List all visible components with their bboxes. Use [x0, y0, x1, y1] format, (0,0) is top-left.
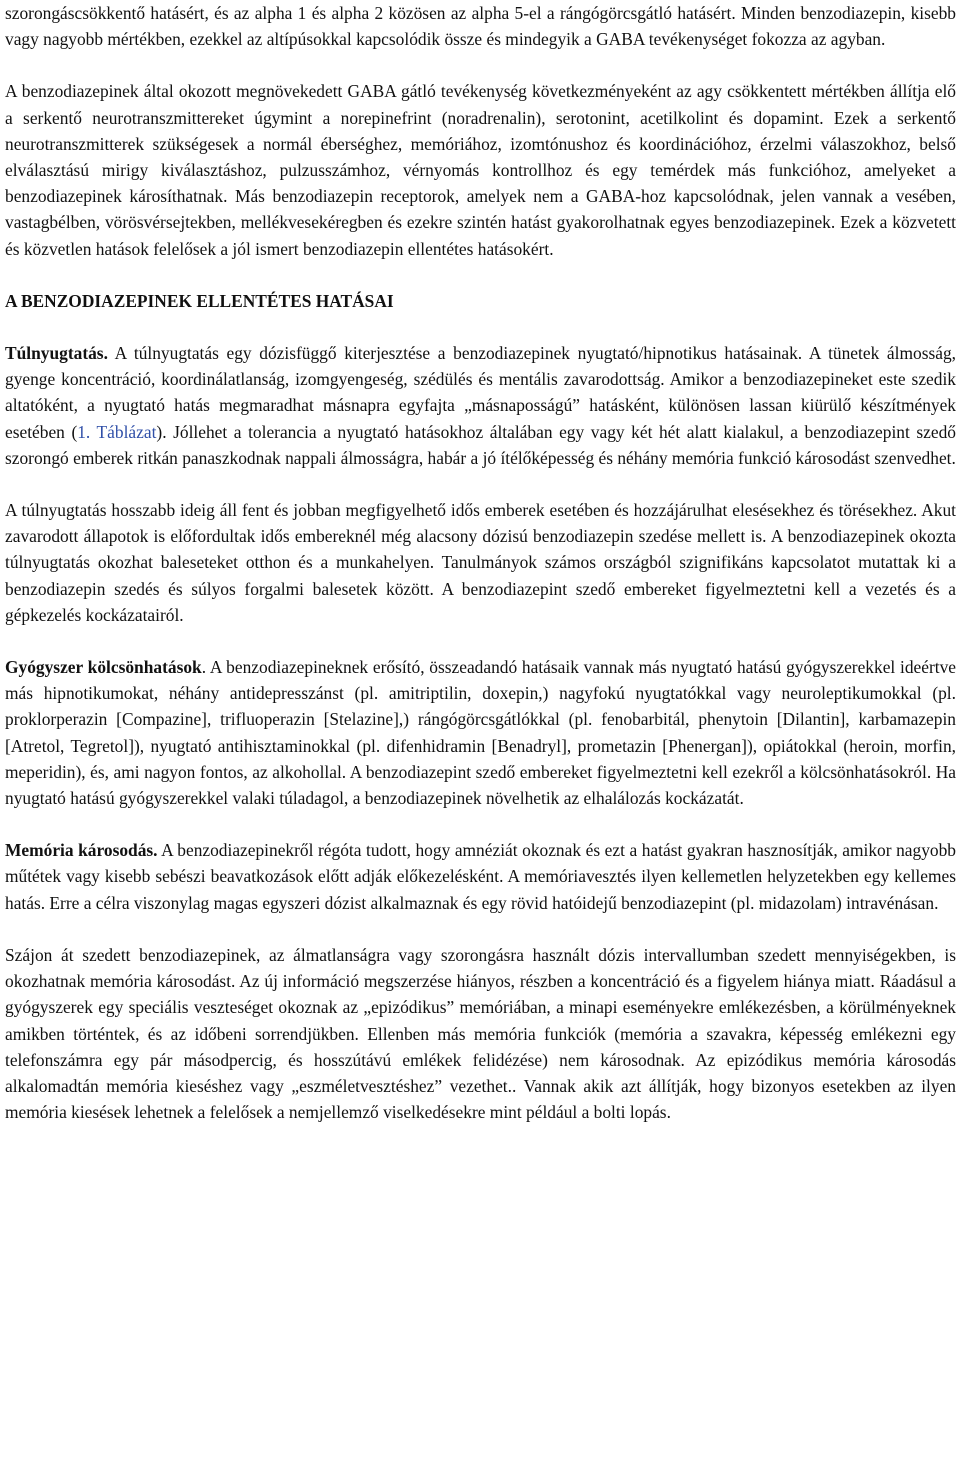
- paragraph-gap: [5, 471, 956, 497]
- oversedation-text-b: ). Jóllehet a tolerancia a nyugtató hatásokhoz általában egy vagy két hét alatt kialakul, a benzodiazepint szedő szorongó emberek ritkán panaszkodnak nappali álmosságra, habár a jó ítélőképesség és néhány memória funkció károsodást szenvedhet.: [5, 421, 956, 468]
- paragraph-gap: [5, 314, 956, 340]
- paragraph-gaba-effects: A benzodiazepinek által okozott megnövekedett GABA gátló tevékenység következményeként az agy csökkentett mértékben állítja elő a serkentő neurotranszmittereket úgymint a norepinefrint (noradrenalin), serotonint, acetilkolint és dopamint. Ezek a serkentő neurotranszmitterek szükségesek a normál éberséghez, memóriához, izomtónushoz és koordinációhoz, érzelmi válaszokhoz, belső elválasztású mirigy kiválasztáshoz, pulzusszámhoz, vérnyomás kontrollhoz és egy temérdek más funkcióhoz, amelyeket a benzodiazepinek károsíthatnak. Más benzodiazepin receptorok, amelyek nem a GABA-hoz kapcsolódnak, jelen vannak a vesében, vastagbélben, vörösvérsejtekben, mellékvesekéregben és ezekre szintén hatást gyakorolhatnak egyes benzodiazepinek. Ezek a közvetett és közvetlen hatások felelősek a jól ismert benzodiazepin ellentétes hatásokért.: [5, 81, 956, 259]
- oversedation-text-a: A túlnyugtatás egy dózisfüggő kiterjesztése a benzodiazepinek nyugtató/hipnotikus hatásainak. A tünetek álmosság, gyenge koncentráció, koordinálatlanság, izomgyengeség, szédülés és mentális zavarodottság. Amikor a benzodiazepineket este szedik altatóként, a nyugtató hatás megmaradhat másnapra egyfajta „másnaposságú” hatásként, különösen lassan kiürülő készítmények esetében (: [5, 343, 956, 442]
- paragraph-oral-benzodiazepines: Szájon át szedett benzodiazepinek, az álmatlanságra vagy szorongásra használt dózis intervallumban szedett mennyiségekben, is okozhatnak memória károsodást. Az új információ megszerzése hiányos, részben a koncentráció és a figyelem hiánya miatt. Ráadásul a gyógyszerek egy speciális veszteséget okoznak az „epizódikus” memóriában, a minapi eseményekre emlékezésben, a körülményeknek amikben történtek, és az időbeni sorrendjükben. Ellenben más memória funkciók (memória a szavakra, képesség emlékezni egy telefonszámra egy pár másodpercig, és hosszútávú emlékek felidézése) nem károsodnak. Az epizódikus memória károsodás alkalomadtán memória kieséshez vagy „eszméletvesztéshez” vezethet.. Vannak akik azt állítják, hogy bizonyos esetekben az ilyen memória kiesések lehetnek a felelősek a nemjellemző viselkedésekre mint például a bolti lopás.: [5, 944, 956, 1123]
- paragraph-memory-impairment: [5, 837, 956, 916]
- paragraph-oversedation: [5, 340, 956, 471]
- memory-impairment-lead: Memória károsodás.: [5, 840, 158, 861]
- paragraph-intro-continuation: szorongáscsökkentő hatásért, és az alpha 1 és alpha 2 közösen az alpha 5-el a rángógörcsgátló hatásért. Minden benzodiazepin, kisebb vagy nagyobb mértékben, ezekkel az altípúsokkal kapcsolódik össze és mindegyik a GABA tevékenységet fokozza az agyban.: [5, 3, 956, 50]
- table-1-link[interactable]: 1. Táblázat: [77, 421, 157, 442]
- paragraph-drug-interactions: [5, 654, 956, 811]
- paragraph-gap: [5, 628, 956, 654]
- paragraph-gap: [5, 811, 956, 837]
- section-heading: A BENZODIAZEPINEK ELLENTÉTES HATÁSAI: [5, 290, 394, 311]
- paragraph-elderly: A túlnyugtatás hosszabb ideig áll fent és jobban megfigyelhető idős emberek esetében és hozzájárulhat elesésekhez és törésekhez. Akut zavarodott állapotok is előfordultak idős embereknél még alacsony dózisú benzodiazepin szedése mellett is. A benzodiazepinek okozta túlnyugtatás okozhat baleseteket otthon és a munkahelyen. Tanulmányok számos országból szignifikáns kapcsolatot mutattak ki a benzodiazepin szedés és súlyos forgalmi balesetek között. A benzodiazepint szedő embereket figyelmeztetni kell a vezetés és a gépkezelés kockázatairól.: [5, 500, 956, 625]
- drug-interactions-lead: Gyógyszer kölcsönhatások: [5, 657, 202, 678]
- drug-interactions-text: . A benzodiazepineknek erősító, összeadandó hatásaik vannak más nyugtató hatású gyógyszerekkel ideértve más hipnotikumokat, néhány antidepresszánst (pl. amitriptilin, doxepin,) nagyfokú nyugtatókkal vagy neuroleptikumokkal (pl. proklorperazin [Compazine], trifluoperazin [Stelazine],) rángógörcsgátlókkal (pl. fenobarbitál, phenytoin [Dilantin], karbamazepin [Atretol, Tegretol]), nyugtató antihisztaminokkal (pl. difenhidramin [Benadryl], prometazin [Phenergan]), opiátokkal (heroin, morfin, meperidin), és, ami nagyon fontos, az alkohollal. A benzodiazepint szedő embereket figyelmeztetni kell ezekről a kölcsönhatásokról. Ha nyugtató hatású gyógyszerekkel valaki túladagol, a benzodiazepinek növelhetik az elhalálozás kockázatát.: [5, 657, 956, 809]
- paragraph-gap: [5, 52, 956, 78]
- paragraph-gap: [5, 262, 956, 288]
- memory-impairment-text: A benzodiazepinekről régóta tudott, hogy amnéziát okoznak és ezt a hatást gyakran hasznosítják, amikor nagyobb műtétek vagy kisebb sebészi beavatkozások előtt adják előkezelésként. A memóriavesztés ilyen kellemetlen helyzetekben egy kellemes hatás. Erre a célra viszonylag magas egyszeri dózist alkalmaznak és egy rövid hatóidejű benzodiazepint (pl. midazolam) intravénásan.: [5, 840, 956, 913]
- paragraph-gap: [5, 916, 956, 942]
- oversedation-lead: Túlnyugtatás.: [5, 343, 108, 364]
